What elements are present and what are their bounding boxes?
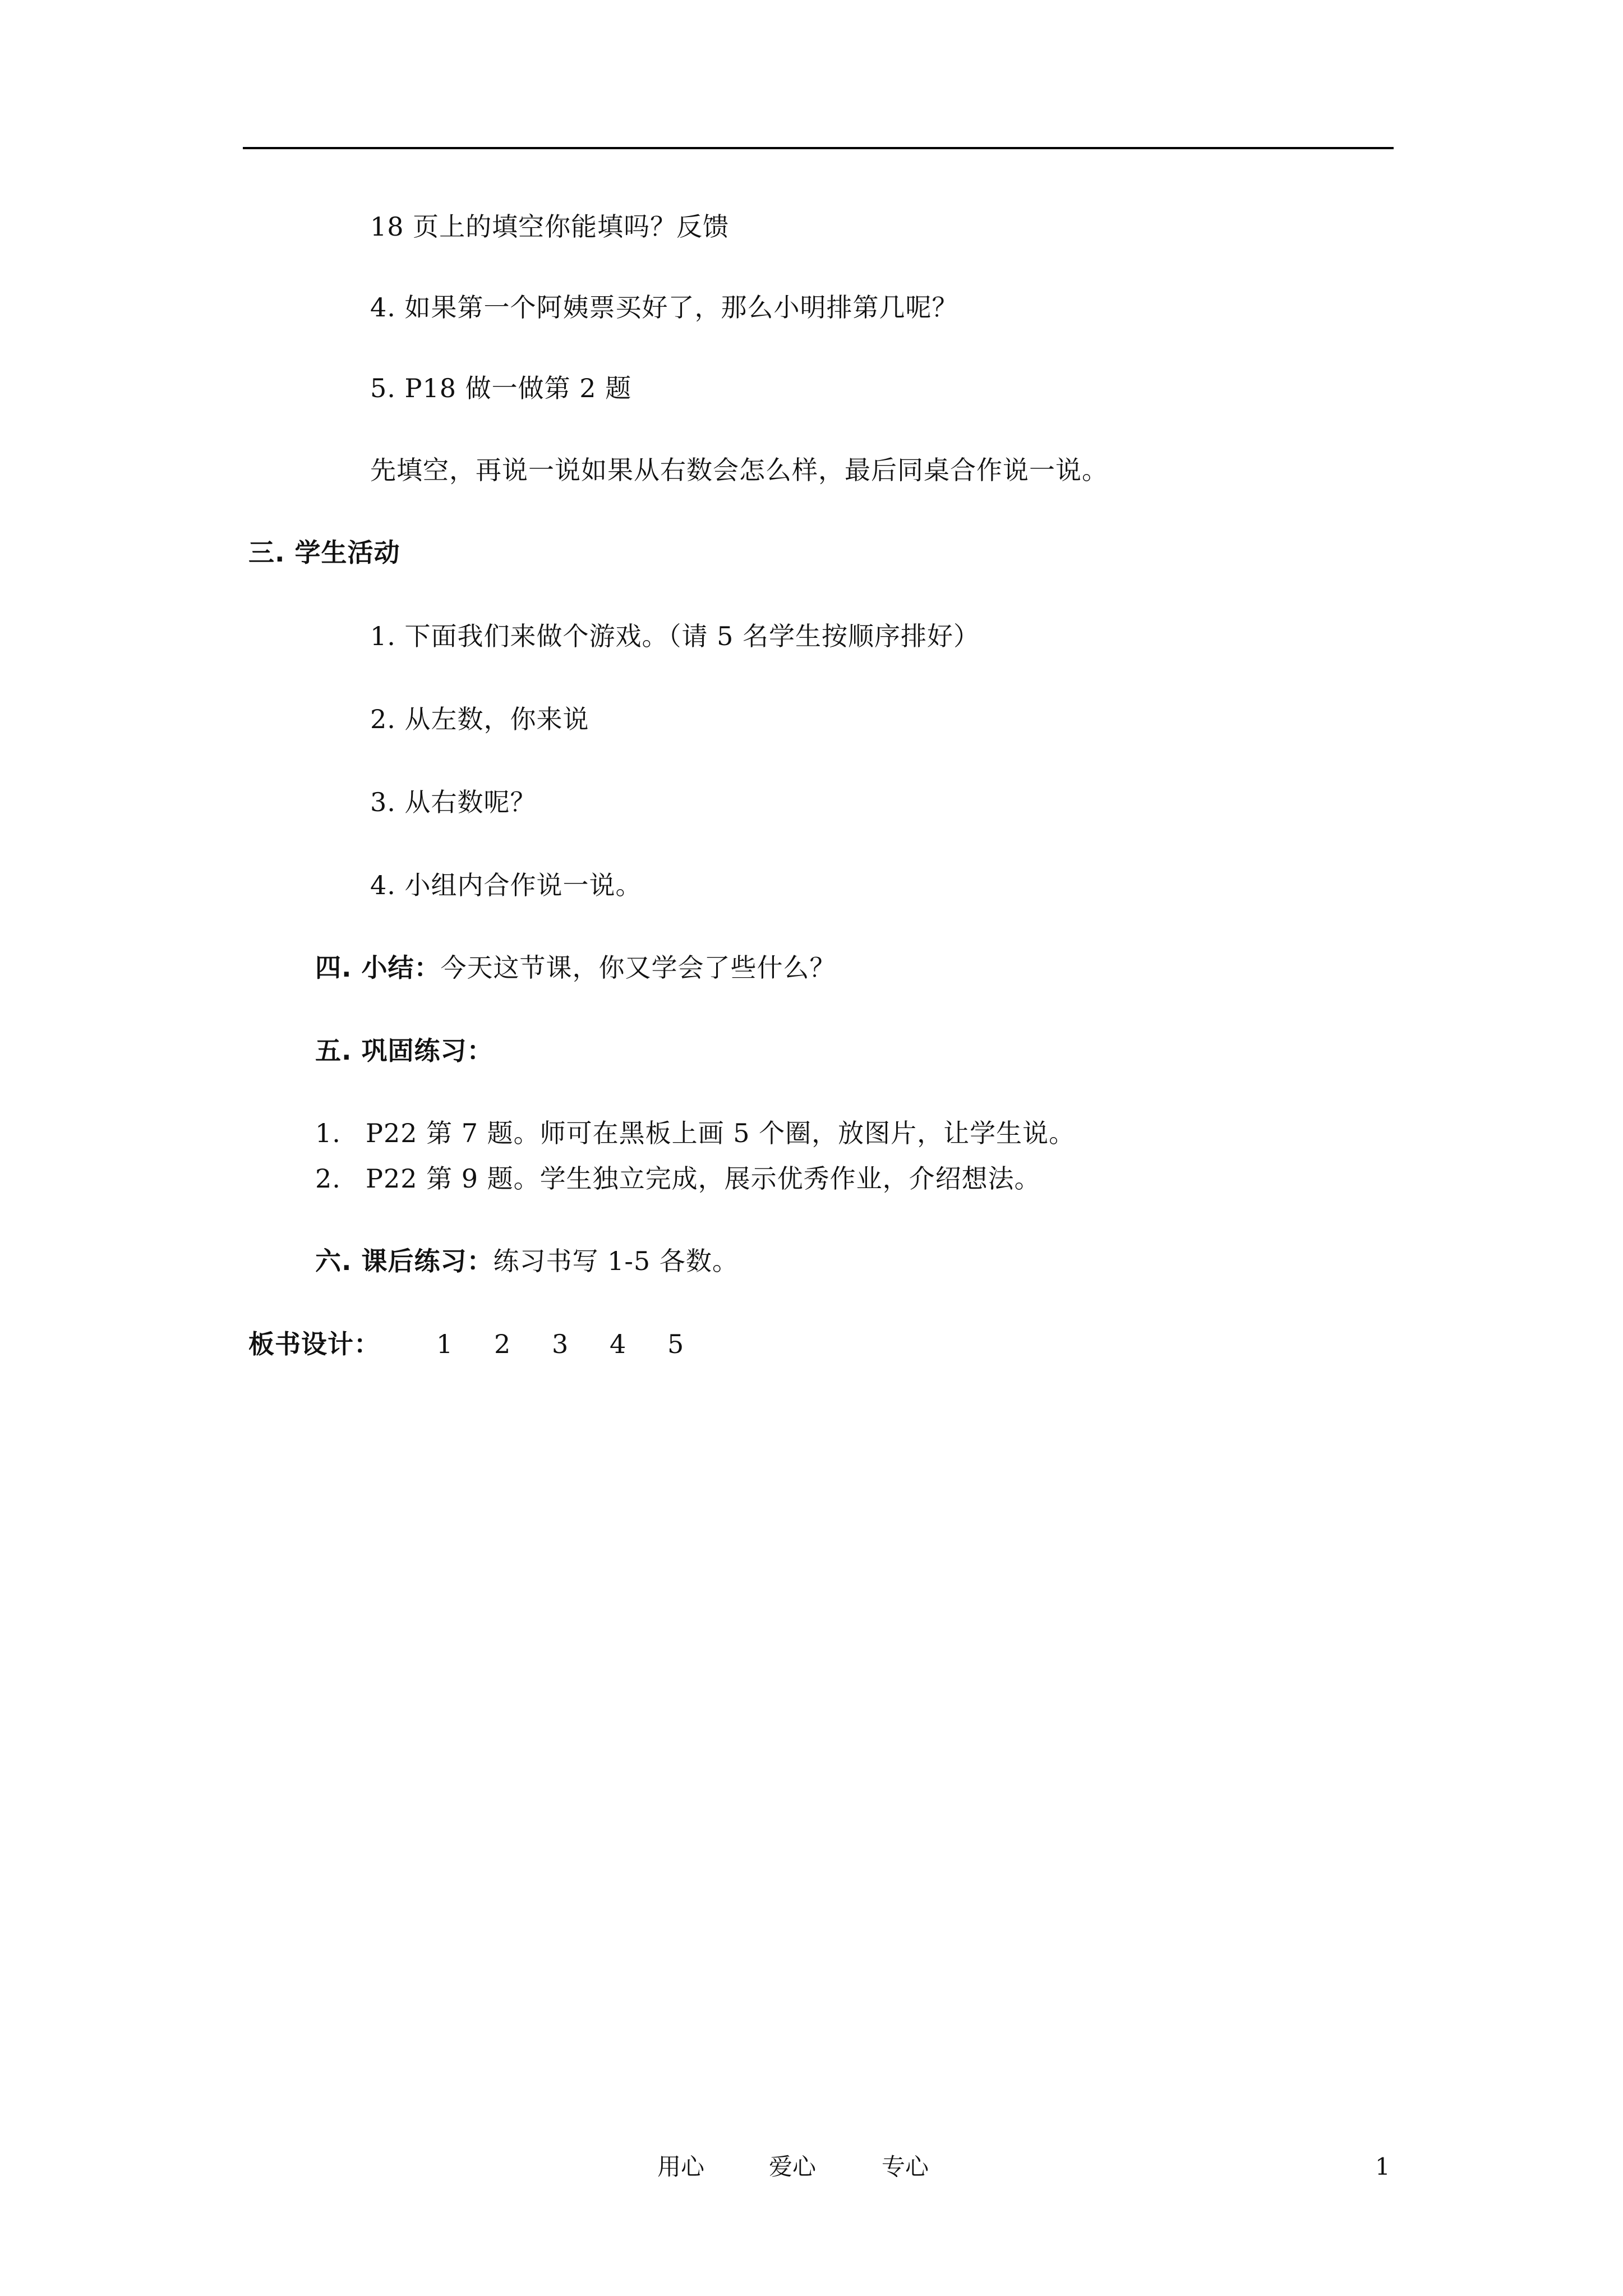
board-number-2: 2 <box>494 1329 511 1359</box>
board-design-numbers <box>436 1329 725 1359</box>
footer-motto-2: 爱心 <box>769 2153 817 2180</box>
section-3-item-3: 3. 从右数呢？ <box>370 787 537 817</box>
section-3-item-4: 4. 小组内合作说一说。 <box>370 870 642 900</box>
exercise-item-2 <box>315 1162 1041 1195</box>
section-6-text: 练习书写 1-5 各数。 <box>493 1246 739 1276</box>
exercise-item-1 <box>315 1116 1075 1150</box>
board-number-1: 1 <box>436 1329 454 1359</box>
footer-motto-1: 用心 <box>657 2153 705 2180</box>
section-3-item-1: 1. 下面我们来做个游戏。（请 5 名学生按顺序排好） <box>370 621 980 651</box>
board-number-4: 4 <box>610 1329 627 1359</box>
section-6 <box>315 1244 739 1278</box>
section-4-text: 今天这节课，你又学会了些什么？ <box>440 953 836 983</box>
header-rule <box>243 147 1394 149</box>
exercise-item-2-number: 2. <box>315 1163 341 1194</box>
exercise-item-1-text: P22 第 7 题。师可在黑板上画 5 个圈，放图片，让学生说。 <box>366 1118 1076 1148</box>
board-number-5: 5 <box>667 1329 685 1359</box>
section-4 <box>315 951 836 984</box>
footer-motto-3: 专心 <box>882 2153 929 2180</box>
body-line-1: 18 页上的填空你能填吗？反馈 <box>370 211 730 242</box>
section-5-heading: 五. 巩固练习： <box>315 1036 494 1066</box>
section-4-heading: 四. 小结： <box>315 953 441 983</box>
body-line-3: 5. P18 做一做第 2 题 <box>370 373 632 403</box>
board-design-label: 板书设计： <box>248 1329 380 1359</box>
section-3-heading: 三. 学生活动 <box>248 537 400 568</box>
section-6-heading: 六. 课后练习： <box>315 1246 494 1276</box>
body-line-4: 先填空，再说一说如果从右数会怎么样，最后同桌合作说一说。 <box>370 455 1108 485</box>
exercise-item-2-text: P22 第 9 题。学生独立完成，展示优秀作业，介绍想法。 <box>366 1163 1041 1194</box>
page-number: 1 <box>1375 2153 1390 2180</box>
body-line-2: 4. 如果第一个阿姨票买好了，那么小明排第几呢？ <box>370 292 958 323</box>
exercise-item-1-number: 1. <box>315 1118 341 1148</box>
board-design <box>248 1327 725 1361</box>
section-3-item-2: 2. 从左数，你来说 <box>370 704 589 734</box>
board-number-3: 3 <box>552 1329 569 1359</box>
